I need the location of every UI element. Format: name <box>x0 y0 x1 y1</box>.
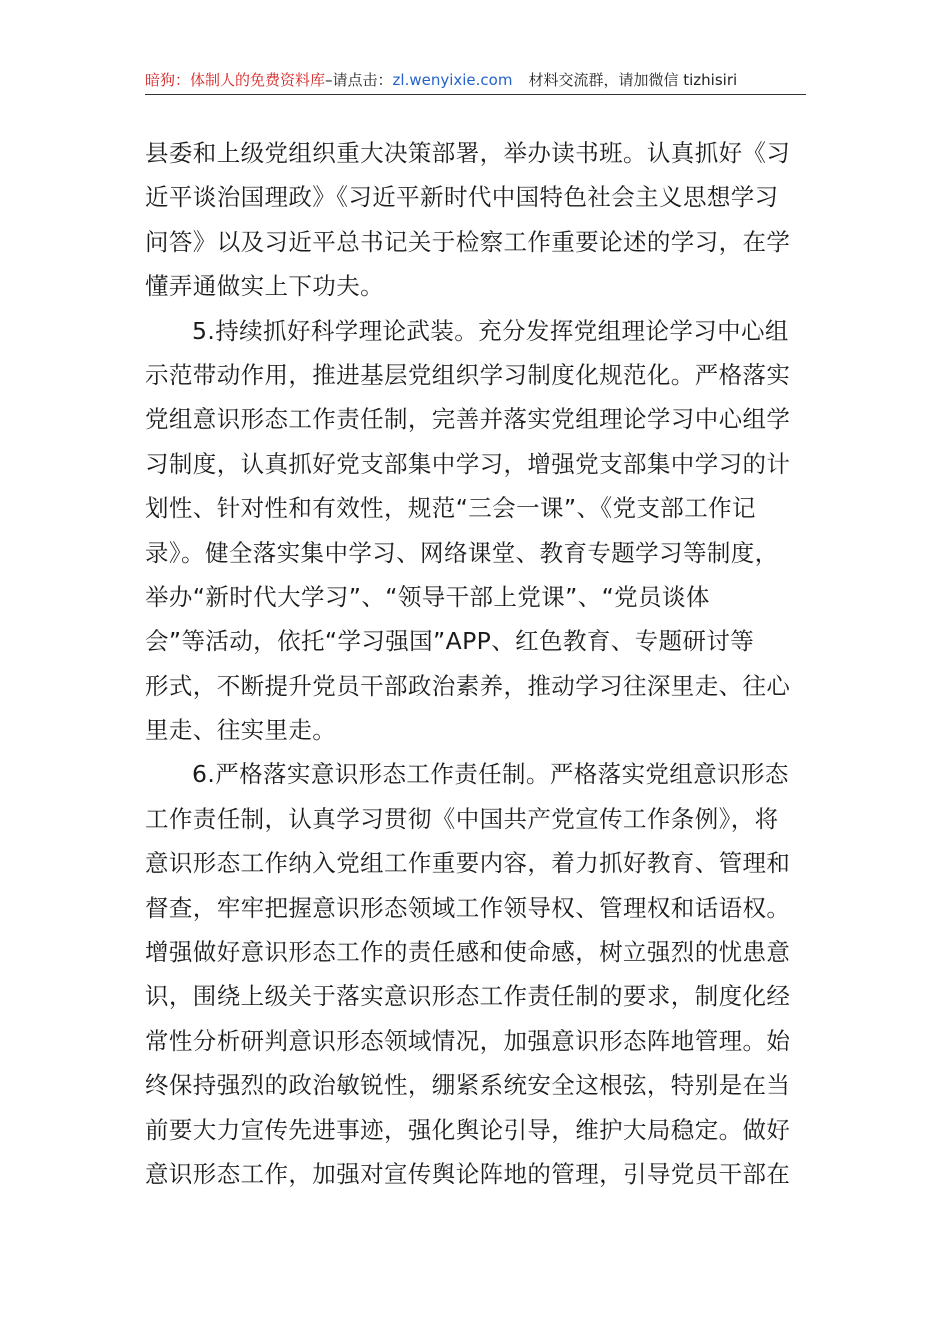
text-line: 近平谈治国理政》《习近平新时代中国特色社会主义思想学习 <box>145 183 779 212</box>
header-link[interactable]: zl.wenyixie.com <box>392 71 513 89</box>
text-line: 工作责任制，认真学习贯彻《中国共产党宣传工作条例》，将 <box>145 804 779 833</box>
text-line: 增强做好意识形态工作的责任感和使命感，树立强烈的忧患意 <box>145 938 791 967</box>
text-line: 会”等活动，依托“学习强国”APP、红色教育、专题研讨等 <box>145 627 755 656</box>
header-prompt: –请点击： <box>325 71 393 89</box>
paragraph-5-heading-line: 5.持续抓好科学理论武装。充分发挥党组理论学习中心组 <box>192 316 789 345</box>
text-line: 划性、针对性和有效性，规范“三会一课”、《党支部工作记 <box>145 494 756 523</box>
text-line: 意识形态工作，加强对宣传舆论阵地的管理，引导党员干部在 <box>145 1159 791 1188</box>
header-contact: 材料交流群，请加微信 tizhisiri <box>528 71 738 89</box>
text-line: 举办“新时代大学习”、“领导干部上党课”、“党员谈体 <box>145 582 710 611</box>
text-line: 督查，牢牢把握意识形态领域工作领导权、管理权和话语权。 <box>145 893 791 922</box>
paragraph-6-heading-line: 6.严格落实意识形态工作责任制。严格落实党组意识形态 <box>192 760 789 789</box>
header-brand: 暗狗：体制人的免费资料库 <box>145 71 326 89</box>
text-line: 里走、往实里走。 <box>145 716 337 745</box>
text-line: 识，围绕上级关于落实意识形态工作责任制的要求，制度化经 <box>145 982 791 1011</box>
text-line: 前要大力宣传先进事迹，强化舆论引导，维护大局稳定。做好 <box>145 1115 791 1144</box>
text-line: 习制度，认真抓好党支部集中学习，增强党支部集中学习的计 <box>145 449 791 478</box>
document-body <box>145 131 806 1196</box>
text-line: 意识形态工作纳入党组工作重要内容，着力抓好教育、管理和 <box>145 849 791 878</box>
text-line: 示范带动作用，推进基层党组织学习制度化规范化。严格落实 <box>145 360 791 389</box>
text-line: 终保持强烈的政治敏锐性，绷紧系统安全这根弦，特别是在当 <box>145 1071 791 1100</box>
text-line: 懂弄通做实上下功夫。 <box>145 272 384 301</box>
text-line: 问答》以及习近平总书记关于检察工作重要论述的学习，在学 <box>145 227 791 256</box>
text-line: 形式，不断提升党员干部政治素养，推动学习往深里走、往心 <box>145 671 791 700</box>
text-line: 县委和上级党组织重大决策部署，举办读书班。认真抓好《习 <box>145 139 791 167</box>
text-line: 录》。健全落实集中学习、网络课堂、教育专题学习等制度， <box>145 538 779 567</box>
text-line: 常性分析研判意识形态领域情况，加强意识形态阵地管理。始 <box>145 1026 791 1055</box>
text-line: 党组意识形态工作责任制，完善并落实党组理论学习中心组学 <box>145 405 791 434</box>
page-header <box>145 68 806 95</box>
